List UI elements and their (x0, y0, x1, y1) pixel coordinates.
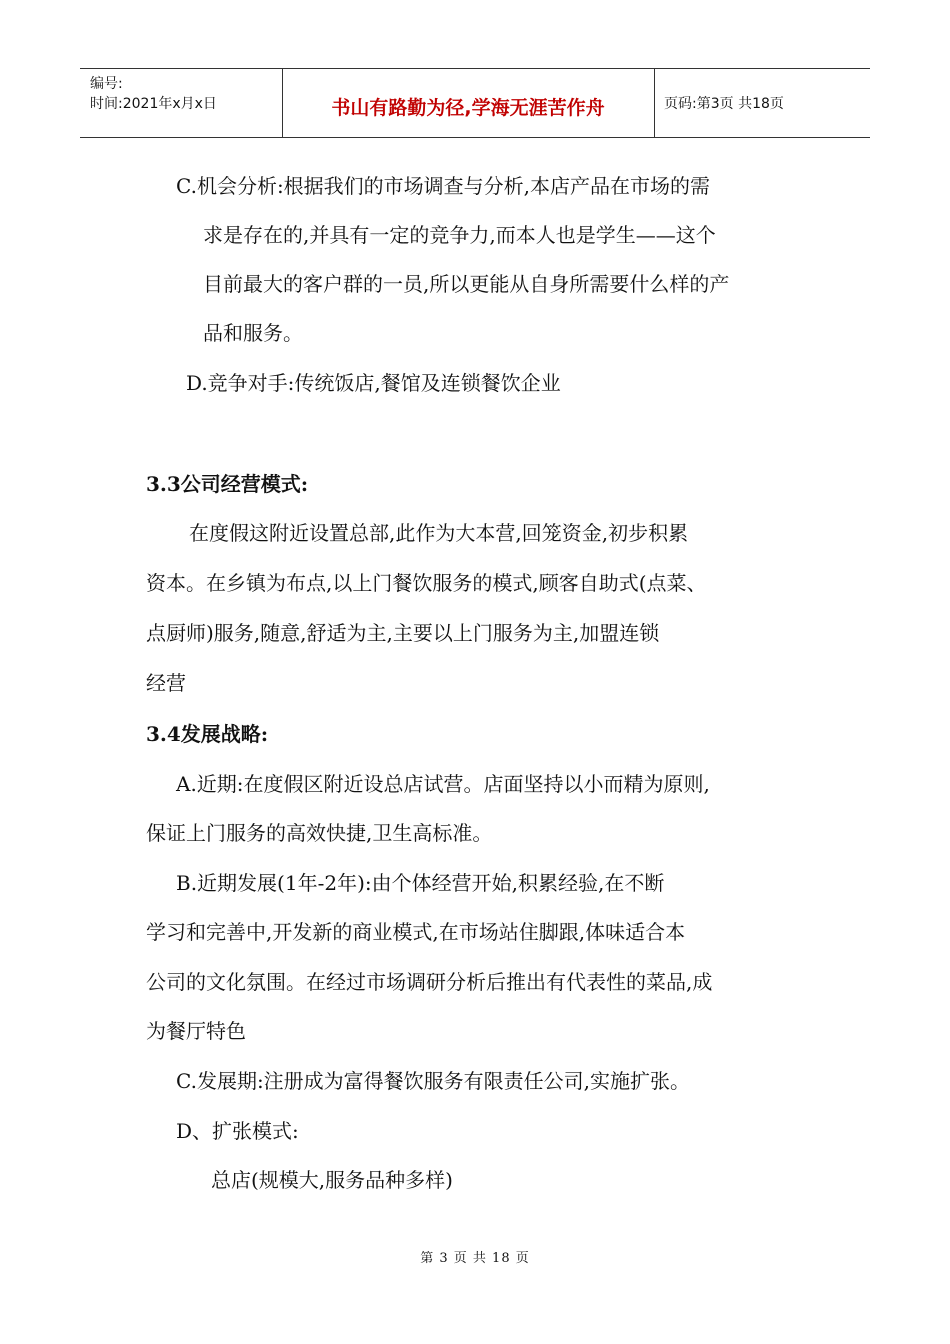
paragraph-line: C.发展期:注册成为富得餐饮服务有限责任公司,实施扩张。 (176, 1069, 691, 1093)
header-info-cell (80, 69, 283, 137)
paragraph-line: 品和服务。 (203, 321, 303, 345)
paragraph-line: 保证上门服务的高效快捷,卫生高标准。 (146, 821, 493, 845)
paragraph-line: 公司的文化氛围。在经过市场调研分析后推出有代表性的菜品,成 (146, 970, 713, 994)
paragraph-line: 点厨师)服务,随意,舒适为主,主要以上门服务为主,加盟连锁 (146, 621, 660, 645)
paragraph-line: D、扩张模式: (176, 1119, 299, 1143)
paragraph-line: D.竞争对手:传统饭店,餐馆及连锁餐饮企业 (186, 371, 561, 395)
paragraph-line: 目前最大的客户群的一员,所以更能从自身所需要什么样的产 (203, 272, 730, 296)
section-heading: 3.3公司经营模式: (146, 472, 309, 496)
section-heading: 3.4发展战略: (146, 722, 269, 746)
paragraph-line: 总店(规模大,服务品种多样) (211, 1168, 453, 1192)
document-number-label: 编号: (90, 76, 123, 92)
paragraph-line: A.近期:在度假区附近设总店试营。店面坚持以小而精为原则, (176, 772, 710, 796)
paragraph-line: 为餐厅特色 (146, 1019, 246, 1043)
paragraph-line: C.机会分析:根据我们的市场调查与分析,本店产品在市场的需 (176, 174, 711, 198)
paragraph-line: 求是存在的,并具有一定的竞争力,而本人也是学生——这个 (203, 223, 716, 247)
paragraph-line: 资本。在乡镇为布点,以上门餐饮服务的模式,顾客自助式(点菜、 (146, 571, 707, 595)
page-header (80, 68, 870, 138)
header-page-label: 页码:第3页 共18页 (664, 96, 784, 112)
paragraph-line: 经营 (146, 671, 186, 695)
header-slogan: 书山有路勤为径,学海无涯苦作舟 (331, 97, 605, 119)
document-time-label: 时间:2021年x月x日 (90, 96, 217, 112)
paragraph-line: 学习和完善中,开发新的商业模式,在市场站住脚跟,体味适合本 (146, 920, 686, 944)
header-page-cell (654, 69, 870, 137)
paragraph-line: 在度假这附近设置总部,此作为大本营,回笼资金,初步积累 (189, 521, 689, 545)
page-footer: 第 3 页 共 18 页 (420, 1251, 530, 1266)
header-slogan-cell (282, 69, 655, 137)
paragraph-line: B.近期发展(1年-2年):由个体经营开始,积累经验,在不断 (176, 871, 665, 895)
